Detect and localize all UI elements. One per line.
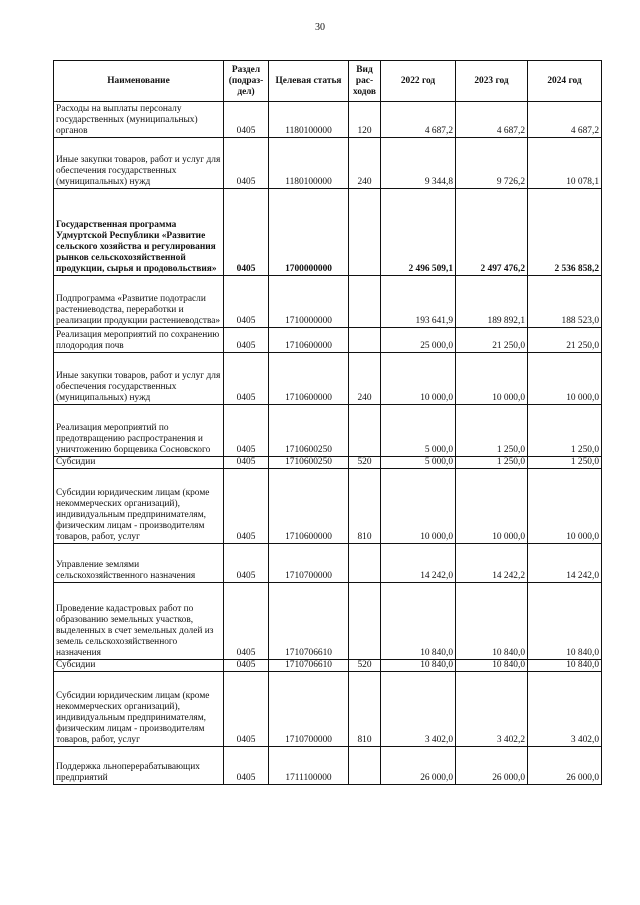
row-2022: 9 344,8 — [381, 138, 456, 189]
row-2024: 10 000,0 — [528, 353, 602, 405]
row-2024: 21 250,0 — [528, 328, 602, 353]
page-number: 30 — [315, 22, 325, 33]
row-target: 1710000000 — [269, 276, 349, 328]
row-section: 0405 — [224, 672, 269, 747]
row-section: 0405 — [224, 405, 269, 457]
row-name: Субсидии — [54, 660, 224, 672]
row-2024: 188 523,0 — [528, 276, 602, 328]
row-section: 0405 — [224, 583, 269, 660]
row-target: 1710600000 — [269, 469, 349, 544]
row-name: Иные закупки товаров, работ и услуг для обеспечения государственных (муниципальных) нужд — [54, 353, 224, 405]
row-section: 0405 — [224, 189, 269, 276]
row-name: Иные закупки товаров, работ и услуг для обеспечения государственных (муниципальных) нужд — [54, 138, 224, 189]
row-2022: 3 402,0 — [381, 672, 456, 747]
row-2022: 10 840,0 — [381, 660, 456, 672]
row-2022: 5 000,0 — [381, 457, 456, 469]
row-name: Поддержка льноперерабатывающих предприятий — [54, 747, 224, 785]
row-name: Реализация мероприятий по сохранению плодородия почв — [54, 328, 224, 353]
row-expense-type: 520 — [349, 457, 381, 469]
row-2022: 10 840,0 — [381, 583, 456, 660]
row-name: Реализация мероприятий по предотвращению распространения и уничтожению борщевика Сосновского — [54, 405, 224, 457]
table-row — [54, 353, 602, 405]
table-row — [54, 583, 602, 660]
table-row — [54, 660, 602, 672]
row-section: 0405 — [224, 544, 269, 583]
row-section: 0405 — [224, 660, 269, 672]
row-expense-type — [349, 405, 381, 457]
row-2022: 25 000,0 — [381, 328, 456, 353]
row-name: Государственная программа Удмуртской Республики «Развитие сельского хозяйства и регулирования рынков сельскохозяйственной продукции, сырья и продовольствия» — [54, 189, 224, 276]
row-name: Субсидии юридическим лицам (кроме некоммерческих организаций), индивидуальным предпринимателям, физическим лицам - производителям товаров, работ, услуг — [54, 469, 224, 544]
row-expense-type: 240 — [349, 353, 381, 405]
row-2022: 2 496 509,1 — [381, 189, 456, 276]
header-2024: 2024 год — [528, 61, 602, 102]
row-2023: 9 726,2 — [456, 138, 528, 189]
row-expense-type: 520 — [349, 660, 381, 672]
row-name: Проведение кадастровых работ по образованию земельных участков, выделенных в счет земельных долей из земель сельскохозяйственного назначения — [54, 583, 224, 660]
row-2022: 10 000,0 — [381, 353, 456, 405]
row-expense-type — [349, 189, 381, 276]
table-row — [54, 189, 602, 276]
row-2024: 2 536 858,2 — [528, 189, 602, 276]
row-expense-type — [349, 747, 381, 785]
row-section: 0405 — [224, 276, 269, 328]
row-2023: 10 000,0 — [456, 469, 528, 544]
row-expense-type — [349, 328, 381, 353]
row-target: 1710706610 — [269, 660, 349, 672]
row-expense-type — [349, 544, 381, 583]
row-2024: 10 078,1 — [528, 138, 602, 189]
row-expense-type: 240 — [349, 138, 381, 189]
table-row — [54, 457, 602, 469]
row-target: 1710600000 — [269, 353, 349, 405]
row-2022: 193 641,9 — [381, 276, 456, 328]
row-target: 1710700000 — [269, 672, 349, 747]
row-expense-type: 120 — [349, 102, 381, 138]
table-row — [54, 102, 602, 138]
row-2023: 1 250,0 — [456, 405, 528, 457]
row-name: Подпрограмма «Развитие подотрасли растениеводства, переработки и реализации продукции растениеводства» — [54, 276, 224, 328]
row-2023: 1 250,0 — [456, 457, 528, 469]
row-2023: 3 402,2 — [456, 672, 528, 747]
row-target: 1710600000 — [269, 328, 349, 353]
row-target: 1180100000 — [269, 102, 349, 138]
table-row — [54, 138, 602, 189]
header-2022: 2022 год — [381, 61, 456, 102]
table-header-row — [54, 61, 602, 102]
table-row — [54, 469, 602, 544]
row-2023: 2 497 476,2 — [456, 189, 528, 276]
row-section: 0405 — [224, 457, 269, 469]
row-target: 1180100000 — [269, 138, 349, 189]
row-section: 0405 — [224, 328, 269, 353]
table-row — [54, 672, 602, 747]
row-section: 0405 — [224, 469, 269, 544]
row-target: 1710706610 — [269, 583, 349, 660]
header-section: Раздел (подраз-дел) — [224, 61, 269, 102]
row-2024: 1 250,0 — [528, 457, 602, 469]
row-2023: 10 000,0 — [456, 353, 528, 405]
row-2023: 189 892,1 — [456, 276, 528, 328]
row-2023: 21 250,0 — [456, 328, 528, 353]
row-name: Субсидии юридическим лицам (кроме некоммерческих организаций), индивидуальным предпринимателям, физическим лицам - производителям товаров, работ, услуг — [54, 672, 224, 747]
row-target: 1710600250 — [269, 457, 349, 469]
row-2022: 10 000,0 — [381, 469, 456, 544]
row-2024: 14 242,0 — [528, 544, 602, 583]
row-2024: 10 840,0 — [528, 660, 602, 672]
row-target: 1710700000 — [269, 544, 349, 583]
row-section: 0405 — [224, 747, 269, 785]
table-row — [54, 747, 602, 785]
row-name: Управление землями сельскохозяйственного назначения — [54, 544, 224, 583]
table-row — [54, 328, 602, 353]
row-section: 0405 — [224, 102, 269, 138]
header-name: Наименование — [54, 61, 224, 102]
row-2024: 4 687,2 — [528, 102, 602, 138]
row-target: 1700000000 — [269, 189, 349, 276]
header-expense-type: Вид рас-ходов — [349, 61, 381, 102]
row-2024: 10 840,0 — [528, 583, 602, 660]
row-2022: 4 687,2 — [381, 102, 456, 138]
header-target: Целевая статья — [269, 61, 349, 102]
row-expense-type — [349, 276, 381, 328]
row-2022: 5 000,0 — [381, 405, 456, 457]
row-2023: 14 242,2 — [456, 544, 528, 583]
budget-table — [53, 60, 602, 785]
row-2024: 1 250,0 — [528, 405, 602, 457]
row-2023: 10 840,0 — [456, 660, 528, 672]
row-name: Расходы на выплаты персоналу государственных (муниципальных) органов — [54, 102, 224, 138]
table-row — [54, 405, 602, 457]
row-section: 0405 — [224, 138, 269, 189]
row-expense-type — [349, 583, 381, 660]
row-name: Субсидии — [54, 457, 224, 469]
row-expense-type: 810 — [349, 469, 381, 544]
row-2024: 10 000,0 — [528, 469, 602, 544]
row-target: 1711100000 — [269, 747, 349, 785]
row-2024: 26 000,0 — [528, 747, 602, 785]
row-2023: 4 687,2 — [456, 102, 528, 138]
row-expense-type: 810 — [349, 672, 381, 747]
header-2023: 2023 год — [456, 61, 528, 102]
table-row — [54, 544, 602, 583]
table-row — [54, 276, 602, 328]
row-2023: 26 000,0 — [456, 747, 528, 785]
row-2023: 10 840,0 — [456, 583, 528, 660]
row-2022: 26 000,0 — [381, 747, 456, 785]
row-section: 0405 — [224, 353, 269, 405]
row-2022: 14 242,0 — [381, 544, 456, 583]
row-target: 1710600250 — [269, 405, 349, 457]
row-2024: 3 402,0 — [528, 672, 602, 747]
